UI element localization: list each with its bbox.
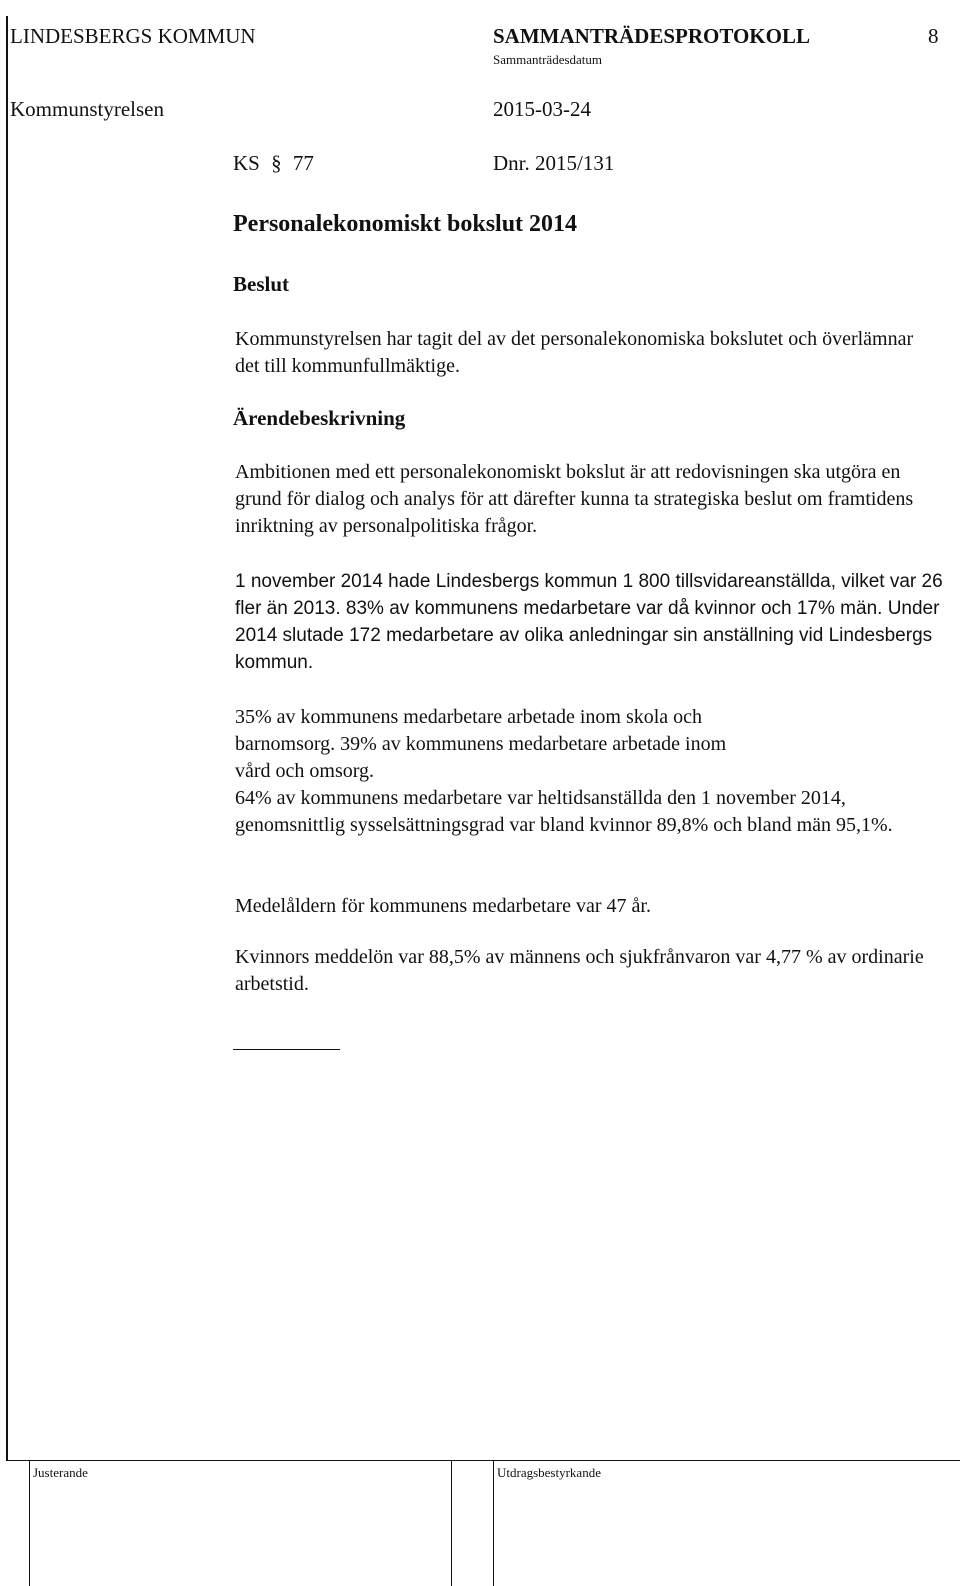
description-heading: Ärendebeskrivning bbox=[233, 406, 406, 430]
decision-heading: Beslut bbox=[233, 272, 290, 296]
diary-number: Dnr. 2015/131 bbox=[493, 151, 615, 175]
left-margin-rule bbox=[6, 16, 8, 1460]
description-paragraph-4: 64% av kommunens medarbetare var heltidsanställda den 1 november 2014, genomsnittlig sysselsättningsgrad var bland kvinnor 89,8% och bland män 95,1%. bbox=[235, 787, 893, 836]
municipality-name: LINDESBERGS KOMMUN bbox=[10, 24, 256, 48]
signature-label-justerande: Justerande bbox=[33, 1465, 88, 1480]
ks-prefix: KS bbox=[233, 151, 260, 175]
page-title: Personalekonomiskt bokslut 2014 bbox=[233, 211, 578, 237]
description-paragraph-2: 1 november 2014 hade Lindesbergs kommun 1 800 tillsvidareanställda, vilket var 26 fler än 2013. 83% av kommunens medarbetare var då kvinnor och 17% män. Under 2014 slutade 172 medarbetare av olika anledningar sin anställning vid Lindesbergs kommun. bbox=[235, 571, 943, 673]
meeting-date-label: Sammanträdesdatum bbox=[493, 52, 603, 67]
case-number bbox=[233, 151, 314, 175]
page-number: 8 bbox=[928, 24, 939, 48]
footer-right-divider bbox=[493, 1460, 494, 1586]
end-rule bbox=[233, 1049, 340, 1050]
committee-name: Kommunstyrelsen bbox=[10, 97, 164, 121]
meeting-date: 2015-03-24 bbox=[493, 97, 591, 121]
signature-label-utdragsbestyrkande: Utdragsbestyrkande bbox=[497, 1465, 601, 1480]
decision-text: Kommunstyrelsen har tagit del av det personalekonomiska bokslutet och överlämnar det till kommunfullmäktige. bbox=[235, 328, 914, 377]
paragraph-number: 77 bbox=[292, 151, 314, 175]
footer-rule bbox=[6, 1460, 960, 1461]
footer-left-divider bbox=[29, 1460, 30, 1586]
description-paragraph-3: 35% av kommunens medarbetare arbetade inom skola och barnomsorg. 39% av kommunens medarbetare arbetade inom vård och omsorg. bbox=[235, 706, 727, 782]
paragraph-sign: § bbox=[271, 151, 282, 175]
description-paragraph-1: Ambitionen med ett personalekonomiskt bokslut är att redovisningen ska utgöra en grund för dialog och analys för att därefter kunna ta strategiska beslut om framtidens inriktning av personalpolitiska frågor. bbox=[235, 461, 914, 537]
description-paragraph-5: Medelåldern för kommunens medarbetare var 47 år. bbox=[235, 895, 651, 917]
document-type: SAMMANTRÄDESPROTOKOLL bbox=[493, 24, 810, 48]
footer-mid-divider bbox=[451, 1460, 452, 1586]
description-paragraph-6: Kvinnors meddelön var 88,5% av männens och sjukfrånvaron var 4,77 % av ordinarie arbetstid. bbox=[235, 946, 924, 995]
